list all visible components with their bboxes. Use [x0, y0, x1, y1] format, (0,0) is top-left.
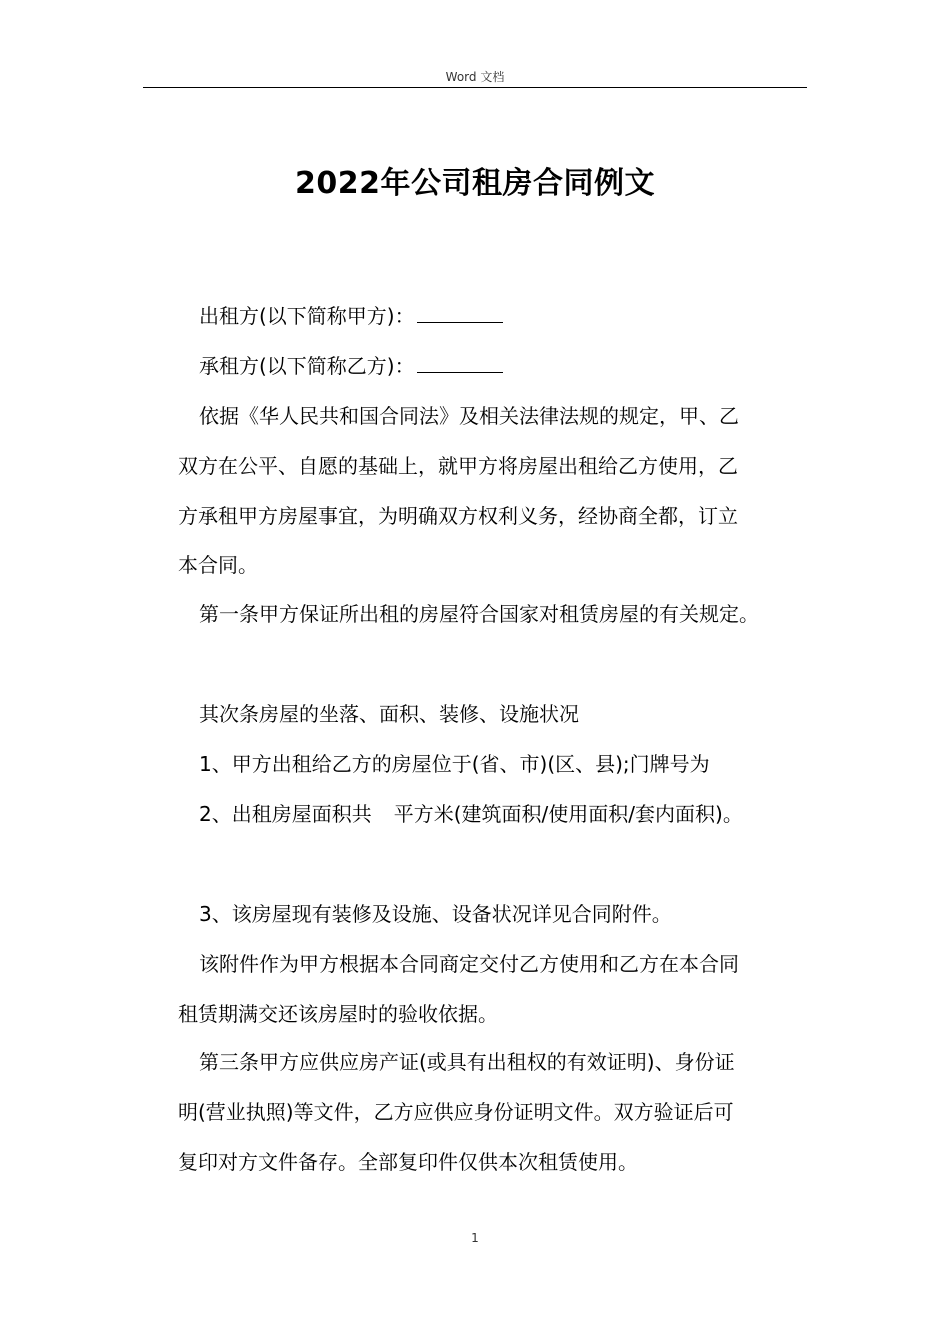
paragraph-line: 本合同。	[178, 553, 258, 577]
paragraph-line: 方承租甲方房屋事宜，为明确双方权利义务，经协商全都，订立	[178, 504, 738, 528]
area-unit: 平方米(建筑面积/使用面积/套内面积)。	[393, 802, 743, 826]
header-divider	[143, 87, 807, 88]
paragraph-line	[199, 800, 743, 828]
area-label: 2、出租房屋面积共	[199, 802, 372, 826]
paragraph-line: 其次条房屋的坐落、面积、装修、设施状况	[199, 702, 579, 726]
header-text: Word 文档	[445, 70, 505, 84]
lessor-label: 出租方(以下简称甲方)：	[199, 304, 415, 328]
paragraph-line	[199, 352, 503, 380]
paragraph-line: 明(营业执照)等文件，乙方应供应身份证明文件。双方验证后可	[178, 1100, 734, 1124]
document-title: 2022年公司租房合同例文	[295, 166, 655, 201]
lessor-blank	[417, 304, 503, 323]
paragraph-line	[199, 302, 503, 330]
lessee-label: 承租方(以下简称乙方)：	[199, 354, 415, 378]
paragraph-line: 依据《华人民共和国合同法》及相关法律法规的规定，甲、乙	[199, 404, 739, 428]
paragraph-line: 3、该房屋现有装修及设施、设备状况详见合同附件。	[199, 902, 672, 926]
paragraph-line: 1、甲方出租给乙方的房屋位于(省、市)(区、县);门牌号为	[199, 752, 710, 776]
paragraph-line: 租赁期满交还该房屋时的验收依据。	[178, 1002, 498, 1026]
paragraph-line: 双方在公平、自愿的基础上，就甲方将房屋出租给乙方使用，乙	[178, 454, 738, 478]
page-number: 1	[471, 1231, 479, 1245]
paragraph-line: 第一条甲方保证所出租的房屋符合国家对租赁房屋的有关规定。	[199, 602, 759, 626]
paragraph-line: 复印对方文件备存。全部复印件仅供本次租赁使用。	[178, 1150, 638, 1174]
lessee-blank	[417, 354, 503, 373]
paragraph-line: 第三条甲方应供应房产证(或具有出租权的有效证明)、身份证	[199, 1050, 735, 1074]
paragraph-line: 该附件作为甲方根据本合同商定交付乙方使用和乙方在本合同	[199, 952, 739, 976]
